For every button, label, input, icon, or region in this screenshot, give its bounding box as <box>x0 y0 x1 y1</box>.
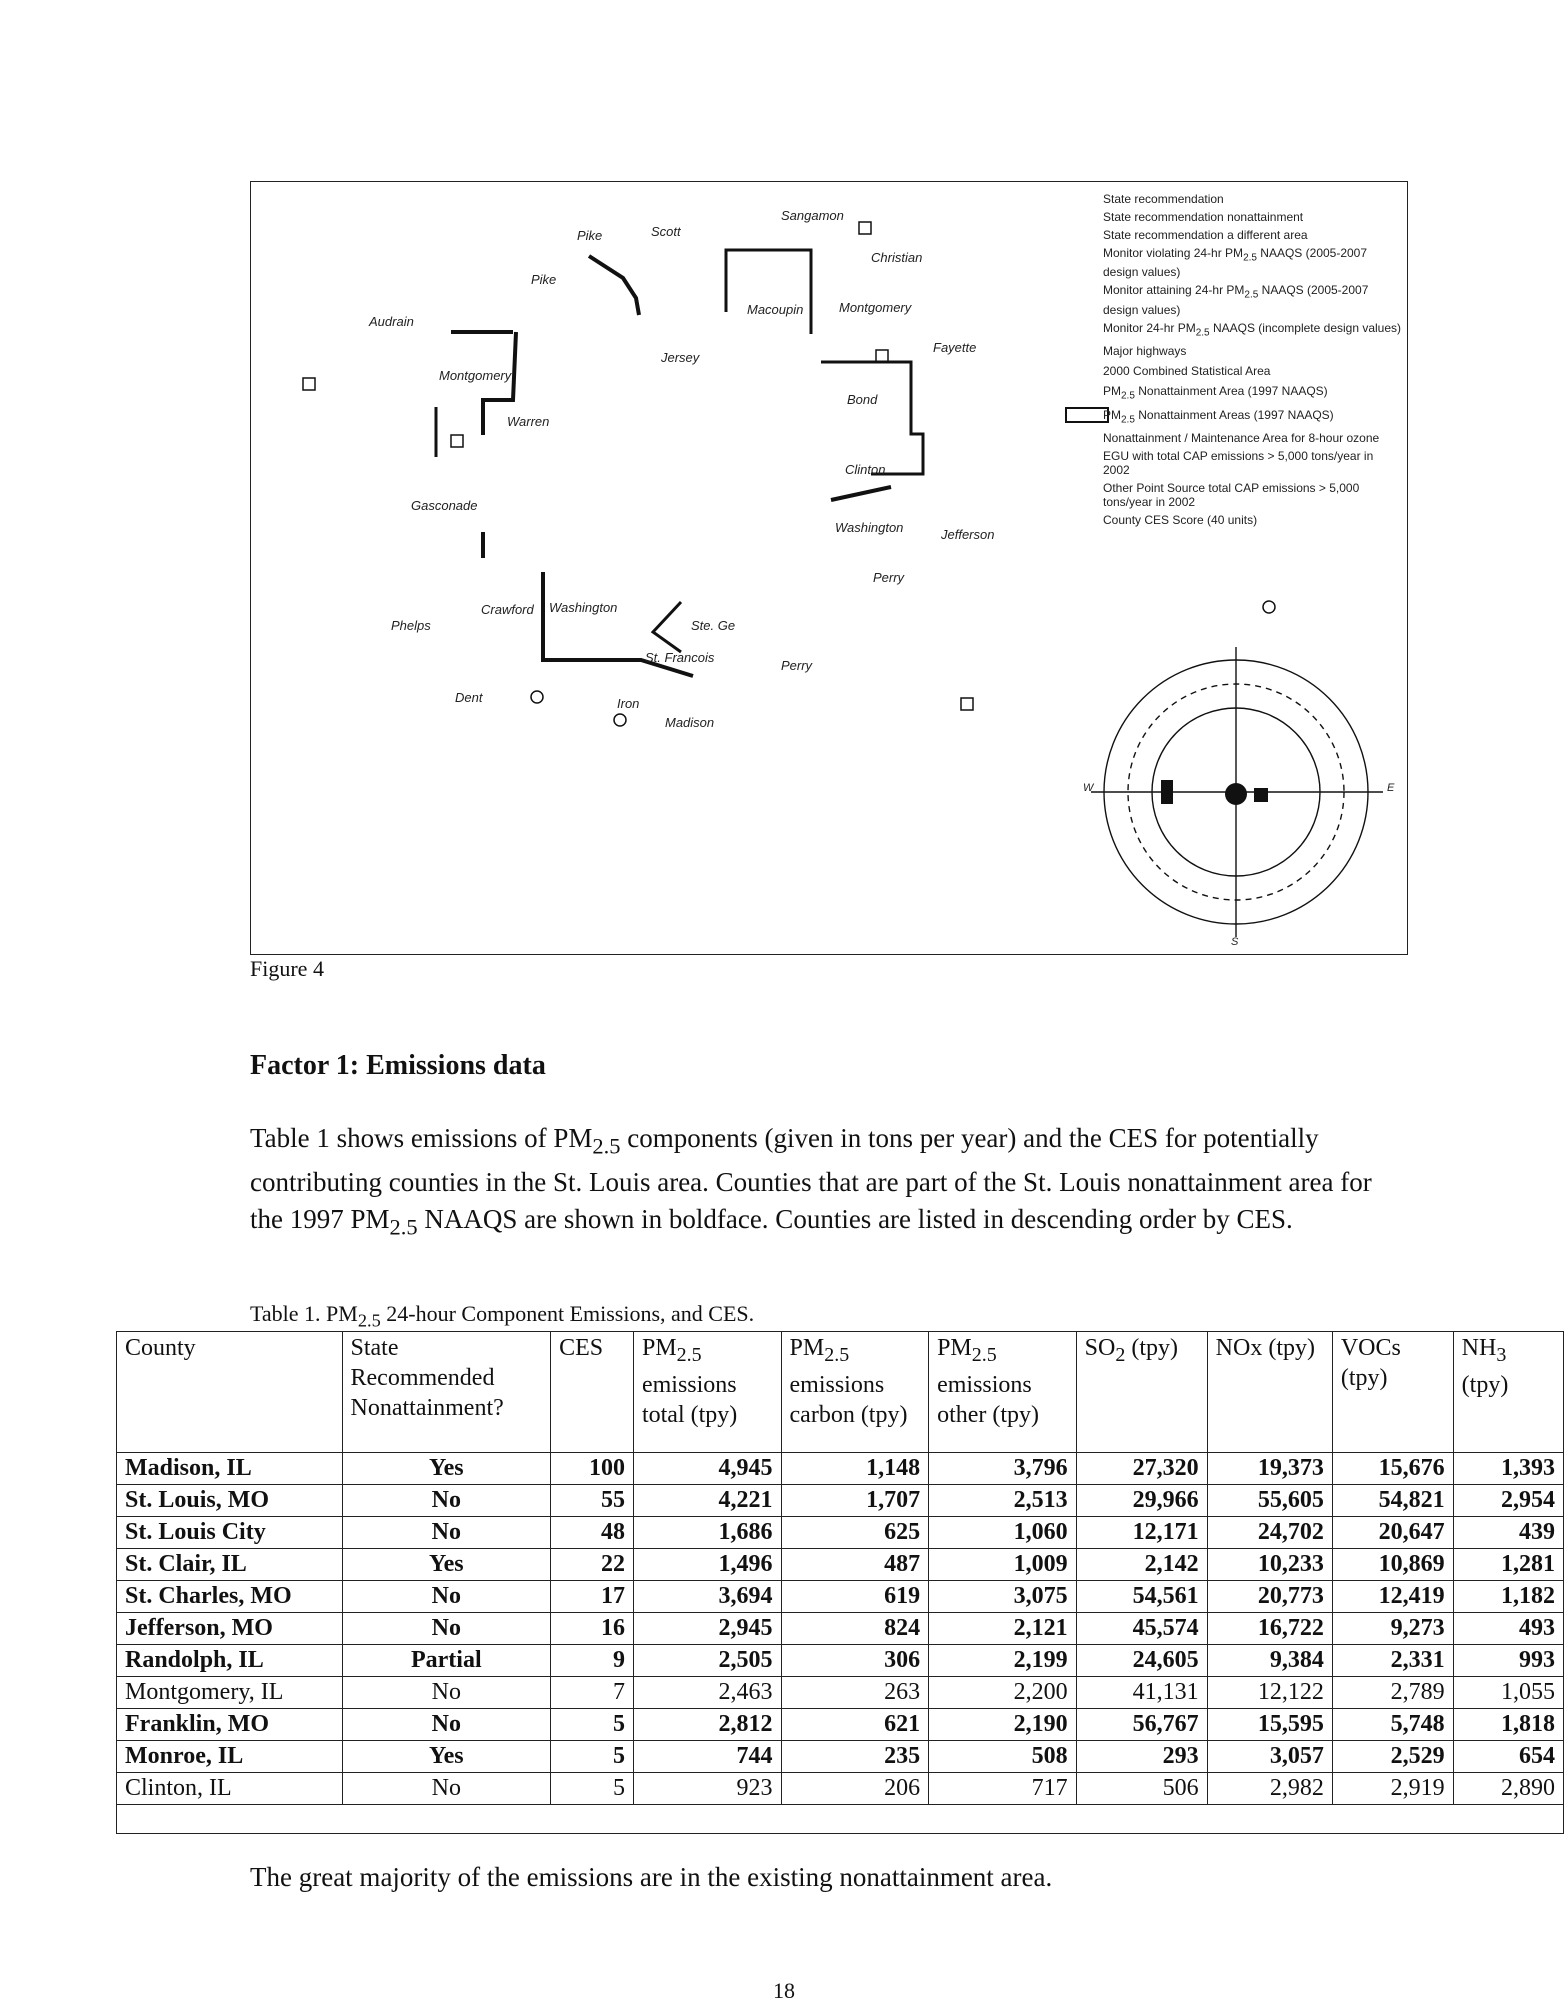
table-cell: 22 <box>551 1549 634 1581</box>
table-cell: 1,055 <box>1453 1677 1563 1709</box>
table-cell: St. Louis, MO <box>117 1485 343 1517</box>
table-cell: Monroe, IL <box>117 1741 343 1773</box>
table-cell: 2,331 <box>1332 1645 1453 1677</box>
table-cell: 20,773 <box>1207 1581 1332 1613</box>
legend-item: $PM_{2.5}$ Nonattainment Area (1997 NAAQS) <box>1103 384 1328 402</box>
table-cell: 41,131 <box>1076 1677 1207 1709</box>
table-cell: 1,496 <box>633 1549 781 1581</box>
table-cell: 923 <box>633 1773 781 1805</box>
table-cell: 744 <box>633 1741 781 1773</box>
section-heading: Factor 1: Emissions data <box>250 1050 546 1081</box>
table-cell: 487 <box>781 1549 929 1581</box>
table-cell: 993 <box>1453 1645 1563 1677</box>
table-cell: No <box>342 1709 551 1741</box>
table-cell: 3,694 <box>633 1581 781 1613</box>
table-cell: 3,075 <box>929 1581 1077 1613</box>
closing-paragraph: The great majority of the emissions are in the existing nonattainment area. <box>250 1862 1053 1892</box>
table-caption: Table 1. $PM_{2.5}$ 24-hour Component Emissions, and CES. <box>250 1301 755 1331</box>
table-cell: 7 <box>551 1677 634 1709</box>
legend-item: County CES Score (40 units) <box>1103 512 1258 527</box>
table-cell: 619 <box>781 1581 929 1613</box>
legend-item: Other Point Source total CAP emissions > 5,000 tons/year in 2002 <box>1103 480 1360 509</box>
legend-item: Monitor violating 24-hr $PM_{2.5}$ NAAQS (2005-2007 design values) <box>1103 246 1368 280</box>
table-cell: Yes <box>342 1741 551 1773</box>
table-cell: Yes <box>342 1549 551 1581</box>
figure-4-map <box>250 181 1408 955</box>
label-jersey: Jersey <box>661 350 700 365</box>
table-cell: 263 <box>781 1677 929 1709</box>
table-cell: 2,529 <box>1332 1741 1453 1773</box>
table-cell: 55,605 <box>1207 1485 1332 1517</box>
legend-item: $PM_{2.5}$ Nonattainment Areas (1997 NAAQS) <box>1103 407 1334 425</box>
emissions-table <box>116 1331 1564 1834</box>
table-header-cell: $NH_3$ (tpy) <box>1453 1332 1563 1453</box>
table-cell: 1,182 <box>1453 1581 1563 1613</box>
table-cell: 45,574 <box>1076 1613 1207 1645</box>
table-cell: 2,945 <box>633 1613 781 1645</box>
label-perry-mo: Perry <box>781 658 813 673</box>
table-cell: 717 <box>929 1773 1077 1805</box>
table-cell: 1,148 <box>781 1453 929 1485</box>
label-clinton: Clinton <box>845 462 886 477</box>
table-cell: 508 <box>929 1741 1077 1773</box>
label-sangamon: Sangamon <box>781 208 844 223</box>
label-ste-genevieve: Ste. Ge <box>691 618 736 633</box>
legend-item: State recommendation a different area <box>1103 228 1308 242</box>
label-washington-il: Washington <box>835 520 904 535</box>
table-cell: 235 <box>781 1741 929 1773</box>
label-crawford: Crawford <box>481 602 534 617</box>
compass-s: S <box>1231 936 1239 948</box>
table-cell: 24,605 <box>1076 1645 1207 1677</box>
table-cell: 2,463 <box>633 1677 781 1709</box>
table-cell: 54,821 <box>1332 1485 1453 1517</box>
table-cell: 2,919 <box>1332 1773 1453 1805</box>
compass-e: E <box>1387 782 1395 794</box>
label-audrain: Audrain <box>369 314 414 329</box>
table-header-cell: NOx (tpy) <box>1207 1332 1332 1453</box>
table-cell: St. Clair, IL <box>117 1549 343 1581</box>
table-cell: 100 <box>551 1453 634 1485</box>
intro-paragraph: Table 1 shows emissions of $PM_{2.5}$ components (given in tons per year) and the CES for potentially contributing counties in the St. Louis area. Counties that are part of the St. Louis nonattainment area for the 1997 $PM_{2.5}$ NAAQS are shown in boldface. Counties are listed in descending order by CES. <box>250 1123 1372 1240</box>
table-body <box>117 1453 1564 1834</box>
table-cell: No <box>342 1581 551 1613</box>
label-st-francois: St. Francois <box>645 650 715 665</box>
boundary-macoupin <box>726 250 811 334</box>
legend-item: EGU with total CAP emissions > 5,000 tons/year in 2002 <box>1103 448 1374 477</box>
label-phelps: Phelps <box>391 618 431 633</box>
table-cell: 2,812 <box>633 1709 781 1741</box>
table-cell: 1,393 <box>1453 1453 1563 1485</box>
page-number: 18 <box>773 1978 795 2003</box>
table-row <box>117 1517 1564 1549</box>
table-cell: 439 <box>1453 1517 1563 1549</box>
table-cell: 29,966 <box>1076 1485 1207 1517</box>
table-cell: 2,954 <box>1453 1485 1563 1517</box>
label-jefferson-il: Jefferson <box>941 527 995 542</box>
table-row <box>117 1581 1564 1613</box>
table-row <box>117 1453 1564 1485</box>
table-cell: 2,121 <box>929 1613 1077 1645</box>
table-row <box>117 1709 1564 1741</box>
table-cell: 56,767 <box>1076 1709 1207 1741</box>
table-cell: 2,142 <box>1076 1549 1207 1581</box>
table-cell: No <box>342 1677 551 1709</box>
legend-item: Monitor attaining 24-hr $PM_{2.5}$ NAAQS (2005-2007 design values) <box>1103 283 1369 317</box>
table-cell: 506 <box>1076 1773 1207 1805</box>
table-header-cell: $PM_{2.5}$ emissions carbon (tpy) <box>781 1332 929 1453</box>
table-cell: 1,818 <box>1453 1709 1563 1741</box>
table-cell: 10,869 <box>1332 1549 1453 1581</box>
boundary-clinton <box>831 487 891 500</box>
table-cell: 5 <box>551 1709 634 1741</box>
table-header-cell: VOCs (tpy) <box>1332 1332 1453 1453</box>
label-pike-1: Pike <box>577 228 603 243</box>
table-cell: 1,281 <box>1453 1549 1563 1581</box>
label-montgomery-il: Montgomery <box>839 300 912 315</box>
table-row-empty <box>117 1805 1564 1834</box>
table-cell: 1,009 <box>929 1549 1077 1581</box>
table-cell: 9,384 <box>1207 1645 1332 1677</box>
table-cell: 2,200 <box>929 1677 1077 1709</box>
label-montgomery-mo: Montgomery <box>439 368 512 383</box>
table-header-cell: $PM_{2.5}$ emissions total (tpy) <box>633 1332 781 1453</box>
table-header-cell: $SO_2$ (tpy) <box>1076 1332 1207 1453</box>
legend-item: 2000 Combined Statistical Area <box>1103 364 1271 379</box>
table-cell: 15,595 <box>1207 1709 1332 1741</box>
label-warren: Warren <box>507 414 550 429</box>
table-cell: 19,373 <box>1207 1453 1332 1485</box>
label-macoupin: Macoupin <box>747 302 804 317</box>
label-christian: Christian <box>871 250 923 265</box>
table-cell: No <box>342 1485 551 1517</box>
table-cell: 16 <box>551 1613 634 1645</box>
table-cell: 3,796 <box>929 1453 1077 1485</box>
label-gasconade: Gasconade <box>411 498 478 513</box>
boundary-bond <box>821 362 923 474</box>
table-cell: No <box>342 1773 551 1805</box>
table-header-row <box>117 1332 1564 1453</box>
table-cell: 1,707 <box>781 1485 929 1517</box>
map-legend <box>1103 192 1403 531</box>
table-row <box>117 1549 1564 1581</box>
table-cell: 2,505 <box>633 1645 781 1677</box>
figure-caption: Figure 4 <box>250 956 324 981</box>
table-cell: 5,748 <box>1332 1709 1453 1741</box>
table-cell: 4,221 <box>633 1485 781 1517</box>
table-cell: 625 <box>781 1517 929 1549</box>
label-fayette: Fayette <box>933 340 977 355</box>
table-cell: No <box>342 1613 551 1645</box>
legend-item: State recommendation <box>1103 192 1224 206</box>
table-cell: Madison, IL <box>117 1453 343 1485</box>
table-cell: 16,722 <box>1207 1613 1332 1645</box>
table-cell: 15,676 <box>1332 1453 1453 1485</box>
table-cell: 621 <box>781 1709 929 1741</box>
table-cell: Jefferson, MO <box>117 1613 343 1645</box>
table-cell: 12,419 <box>1332 1581 1453 1613</box>
table-cell: 27,320 <box>1076 1453 1207 1485</box>
table-cell: 293 <box>1076 1741 1207 1773</box>
table-cell: 2,199 <box>929 1645 1077 1677</box>
table-cell: 10,233 <box>1207 1549 1332 1581</box>
label-scott: Scott <box>651 224 681 239</box>
table-cell: 2,190 <box>929 1709 1077 1741</box>
table-cell: 48 <box>551 1517 634 1549</box>
table-cell: 2,890 <box>1453 1773 1563 1805</box>
table-cell: St. Louis City <box>117 1517 343 1549</box>
label-dent: Dent <box>455 690 483 705</box>
table-cell: 12,171 <box>1076 1517 1207 1549</box>
table-cell: 24,702 <box>1207 1517 1332 1549</box>
table-cell: 306 <box>781 1645 929 1677</box>
table-header-cell: County <box>117 1332 343 1453</box>
table-cell: No <box>342 1517 551 1549</box>
table-cell: Clinton, IL <box>117 1773 343 1805</box>
table-cell: 5 <box>551 1773 634 1805</box>
table-row <box>117 1741 1564 1773</box>
table-cell: 654 <box>1453 1741 1563 1773</box>
label-madison-mo: Madison <box>665 715 715 730</box>
table-row <box>117 1613 1564 1645</box>
compass-w: W <box>1083 782 1094 794</box>
legend-item: Monitor 24-hr $PM_{2.5}$ NAAQS (incomplete design values) <box>1103 320 1402 339</box>
table-cell: 9,273 <box>1332 1613 1453 1645</box>
table-cell: St. Charles, MO <box>117 1581 343 1613</box>
table-cell: Yes <box>342 1453 551 1485</box>
label-iron: Iron <box>617 696 640 711</box>
table-cell: 9 <box>551 1645 634 1677</box>
boundary-stefrancois <box>653 602 681 652</box>
table-row <box>117 1773 1564 1805</box>
legend-item: Major highways <box>1103 344 1187 359</box>
table-cell: 20,647 <box>1332 1517 1453 1549</box>
legend-item: Nonattainment / Maintenance Area for 8-hour ozone <box>1103 430 1380 445</box>
table-cell: 17 <box>551 1581 634 1613</box>
table-cell: 1,060 <box>929 1517 1077 1549</box>
table-header-cell: CES <box>551 1332 634 1453</box>
table-cell: 12,122 <box>1207 1677 1332 1709</box>
legend-item: State recommendation nonattainment <box>1103 210 1304 224</box>
legend-csa-icon <box>1066 408 1108 422</box>
label-pike-2: Pike <box>531 272 557 287</box>
table-cell: 4,945 <box>633 1453 781 1485</box>
table-cell: 2,513 <box>929 1485 1077 1517</box>
table-cell: 5 <box>551 1741 634 1773</box>
table-cell: 1,686 <box>633 1517 781 1549</box>
table-cell: 206 <box>781 1773 929 1805</box>
table-header-cell: $PM_{2.5}$ emissions other (tpy) <box>929 1332 1077 1453</box>
table-cell: Franklin, MO <box>117 1709 343 1741</box>
table-row <box>117 1677 1564 1709</box>
table-cell: 2,982 <box>1207 1773 1332 1805</box>
table-cell: Partial <box>342 1645 551 1677</box>
table-cell: Montgomery, IL <box>117 1677 343 1709</box>
table-cell: 493 <box>1453 1613 1563 1645</box>
label-washington-mo: Washington <box>549 600 618 615</box>
table-cell: 824 <box>781 1613 929 1645</box>
boundary-west <box>589 256 639 315</box>
label-bond: Bond <box>847 392 878 407</box>
table-cell: 55 <box>551 1485 634 1517</box>
table-header-cell: State Recommended Nonattainment? <box>342 1332 551 1453</box>
table-row <box>117 1645 1564 1677</box>
table-row <box>117 1485 1564 1517</box>
label-perry-il: Perry <box>873 570 905 585</box>
table-cell: 2,789 <box>1332 1677 1453 1709</box>
table-cell <box>117 1805 1564 1834</box>
table-cell: 3,057 <box>1207 1741 1332 1773</box>
table-cell: 54,561 <box>1076 1581 1207 1613</box>
table-cell: Randolph, IL <box>117 1645 343 1677</box>
